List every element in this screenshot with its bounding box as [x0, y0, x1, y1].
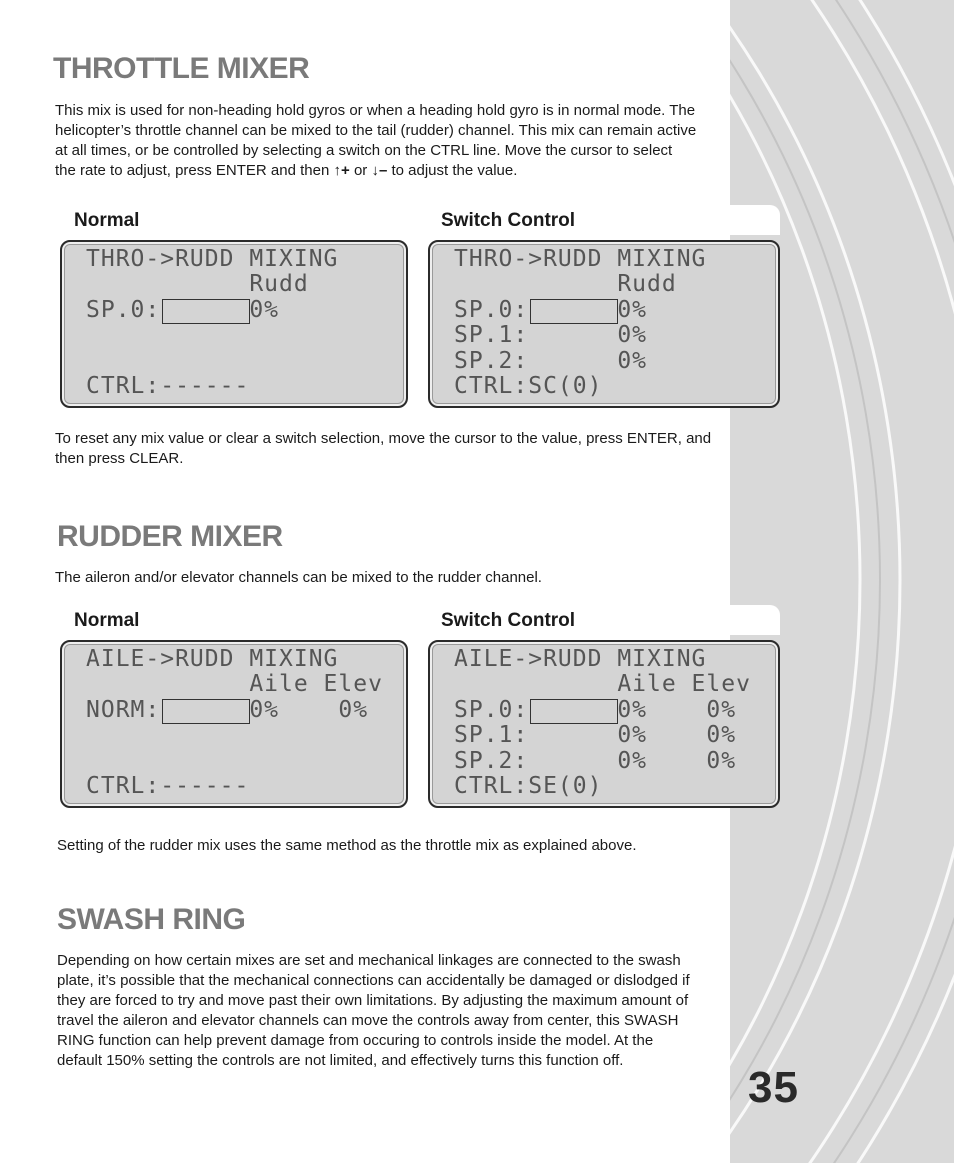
lcd-cursor-box	[530, 699, 618, 724]
lcd-line: Aile Elev	[454, 671, 751, 697]
intro-text-pre: This mix is used for non-heading hold gyros or when a heading hold gyro is in normal mode. The helicopter’s throttle channel can be mixed to the tail (rudder) channel. This mix can remain active at all times, or be controlled by selecting a switch on the CTRL line. Move the cursor to select the rate to adjust, press ENTER and then	[55, 102, 697, 179]
sidebar-tab-1	[730, 205, 780, 235]
throttle-normal-lcd	[60, 240, 408, 408]
lcd-line: CTRL:SE(0)	[454, 773, 603, 799]
throttle-mixer-heading: THROTTLE MIXER	[53, 52, 310, 85]
sidebar-tab-2	[730, 605, 780, 635]
page-number: 35	[748, 1063, 799, 1112]
swash-ring-body: Depending on how certain mixes are set and mechanical linkages are connected to the swash plate, it’s possible that the mechanical connections can accidentally be damaged or dislodged if they are forced to try and move past their own limitations. By adjusting the maximum amount of travel the aileron and elevator channels can move the controls away from center, this SWASH RING function can help prevent damage from occuring to controls inside the model. At the default 150% setting the controls are not limited, and effectively turns this function off.	[57, 952, 690, 1069]
up-plus-icon: ↑+	[333, 162, 350, 179]
lcd-line: NORM: 0% 0%	[86, 697, 369, 723]
lcd-line: THRO->RUDD MIXING	[454, 246, 707, 272]
lcd-line: AILE->RUDD MIXING	[454, 646, 707, 672]
decorative-sidebar	[730, 0, 954, 1163]
lcd-line: SP.2: 0%	[454, 348, 648, 374]
lcd-line: CTRL:SC(0)	[454, 373, 603, 399]
lcd-line: Aile Elev	[86, 671, 383, 697]
lcd-line: SP.1: 0% 0%	[454, 722, 737, 748]
swash-ring-heading: SWASH RING	[57, 903, 246, 936]
rudder-mixer-heading: RUDDER MIXER	[57, 520, 283, 553]
sidebar-arcs	[730, 0, 954, 1163]
rudder-mixer-intro: The aileron and/or elevator channels can be mixed to the rudder channel.	[55, 569, 542, 586]
throttle-mixer-intro	[55, 101, 697, 181]
throttle-switch-lcd	[428, 240, 780, 408]
intro-text-post: to adjust the value.	[391, 162, 518, 179]
lcd-cursor-box	[162, 699, 250, 724]
lcd-line: SP.0: 0% 0%	[454, 697, 737, 723]
rudder-switch-lcd	[428, 640, 780, 808]
lcd-line: SP.1: 0%	[454, 322, 648, 348]
rudder-normal-lcd	[60, 640, 408, 808]
lcd-line: AILE->RUDD MIXING	[86, 646, 339, 672]
rudder-switch-label: Switch Control	[441, 610, 576, 631]
lcd-cursor-box	[162, 299, 250, 324]
rudder-mixer-note: Setting of the rudder mix uses the same method as the throttle mix as explained above.	[57, 837, 637, 854]
lcd-line: THRO->RUDD MIXING	[86, 246, 339, 272]
lcd-cursor-box	[530, 299, 618, 324]
intro-text-or: or	[353, 162, 368, 179]
lcd-line: SP.0: 0%	[454, 297, 648, 323]
lcd-line: CTRL:------	[86, 773, 250, 799]
throttle-mixer-reset-note: To reset any mix value or clear a switch selection, move the cursor to the value, press ENTER, and then press CLEAR.	[55, 430, 712, 467]
lcd-line: Rudd	[86, 271, 309, 297]
throttle-normal-label: Normal	[74, 210, 140, 231]
lcd-line: SP.2: 0% 0%	[454, 748, 737, 774]
lcd-line: Rudd	[454, 271, 677, 297]
throttle-switch-label: Switch Control	[441, 210, 576, 231]
down-minus-icon: ↓–	[371, 162, 388, 179]
lcd-line: SP.0: 0%	[86, 297, 280, 323]
rudder-normal-label: Normal	[74, 610, 140, 631]
lcd-line: CTRL:------	[86, 373, 250, 399]
